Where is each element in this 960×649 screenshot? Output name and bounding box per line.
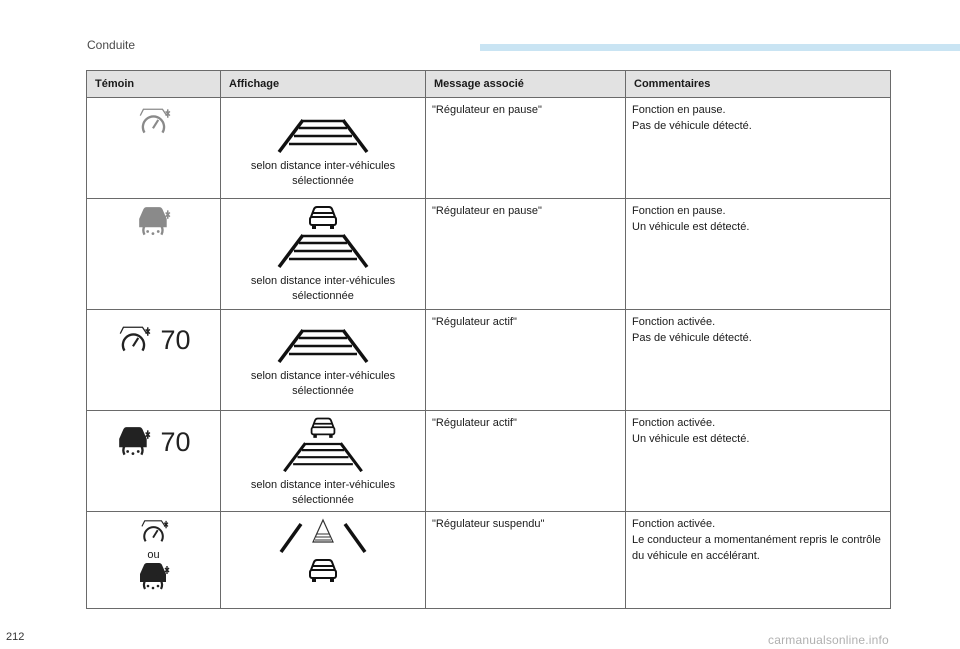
temoin-cell — [87, 512, 221, 609]
or-label: ou — [147, 549, 160, 561]
page-number: 212 — [6, 631, 25, 643]
message-cell — [426, 512, 626, 609]
section-accent-bar — [480, 44, 960, 51]
road-lanes-icon — [273, 118, 373, 154]
set-speed-value: 70 — [160, 324, 191, 355]
message-cell — [426, 98, 626, 199]
table-row — [87, 199, 891, 310]
section-title: Conduite — [87, 38, 136, 52]
comment-cell — [626, 310, 891, 411]
comment-line: Fonction en pause. — [632, 104, 726, 116]
comment-cell — [626, 512, 891, 609]
comment-line: Le conducteur a momentanément repris le contrôle du véhicule en accélérant. — [632, 534, 881, 562]
table-row — [87, 411, 891, 512]
display-caption: selon distance inter-véhicules sélectionnée — [250, 479, 396, 506]
road-lanes-with-vehicle-icon — [273, 203, 373, 269]
column-header-affichage: Affichage — [221, 71, 426, 98]
indicator-table — [86, 70, 891, 609]
comment-cell — [626, 411, 891, 512]
affichage-cell — [221, 512, 426, 609]
associated-message: "Régulateur en pause" — [432, 205, 542, 217]
cruise-control-outline-icon — [137, 519, 171, 545]
table-header-row — [87, 71, 891, 98]
temoin-cell — [87, 199, 221, 310]
associated-message: "Régulateur actif" — [432, 316, 517, 328]
cruise-control-vehicle-dark-icon — [137, 562, 171, 592]
affichage-cell — [221, 98, 426, 199]
comment-cell — [626, 98, 891, 199]
associated-message: "Régulateur suspendu" — [432, 518, 545, 530]
associated-message: "Régulateur en pause" — [432, 104, 542, 116]
comment-line: Pas de véhicule détecté. — [632, 120, 752, 132]
comment-line: Un véhicule est détecté. — [632, 433, 750, 445]
driver-override-icon — [273, 518, 373, 584]
table-row — [87, 310, 891, 411]
display-caption: selon distance inter-véhicules sélectionnée — [250, 275, 396, 302]
table-row — [87, 512, 891, 609]
comment-cell — [626, 199, 891, 310]
cruise-control-vehicle-dark-icon — [116, 426, 152, 458]
column-header-temoin: Témoin — [87, 71, 221, 98]
cruise-control-vehicle-grey-icon — [136, 206, 172, 238]
comment-line: Pas de véhicule détecté. — [632, 332, 752, 344]
display-caption: selon distance inter-véhicules sélectionnée — [250, 160, 396, 187]
affichage-cell — [221, 411, 426, 512]
watermark: carmanualsonline.info — [768, 633, 889, 647]
affichage-cell — [221, 310, 426, 411]
cruise-control-outline-icon — [136, 107, 172, 137]
message-cell — [426, 199, 626, 310]
message-cell — [426, 411, 626, 512]
comment-line: Fonction activée. — [632, 518, 716, 530]
road-lanes-icon — [273, 328, 373, 364]
table-row — [87, 98, 891, 199]
column-header-message: Message associé — [426, 71, 626, 98]
comment-line: Fonction activée. — [632, 417, 716, 429]
comment-line: Un véhicule est détecté. — [632, 221, 750, 233]
column-header-commentaires: Commentaires — [626, 71, 891, 98]
display-caption: selon distance inter-véhicules sélectionnée — [250, 370, 396, 397]
temoin-cell — [87, 310, 221, 411]
set-speed-value: 70 — [160, 426, 191, 457]
comment-line: Fonction activée. — [632, 316, 716, 328]
associated-message: "Régulateur actif" — [432, 417, 517, 429]
cruise-control-outline-icon — [116, 325, 152, 355]
temoin-cell — [87, 98, 221, 199]
temoin-cell — [87, 411, 221, 512]
comment-line: Fonction en pause. — [632, 205, 726, 217]
road-lanes-with-vehicle-icon — [273, 415, 373, 473]
affichage-cell — [221, 199, 426, 310]
message-cell — [426, 310, 626, 411]
